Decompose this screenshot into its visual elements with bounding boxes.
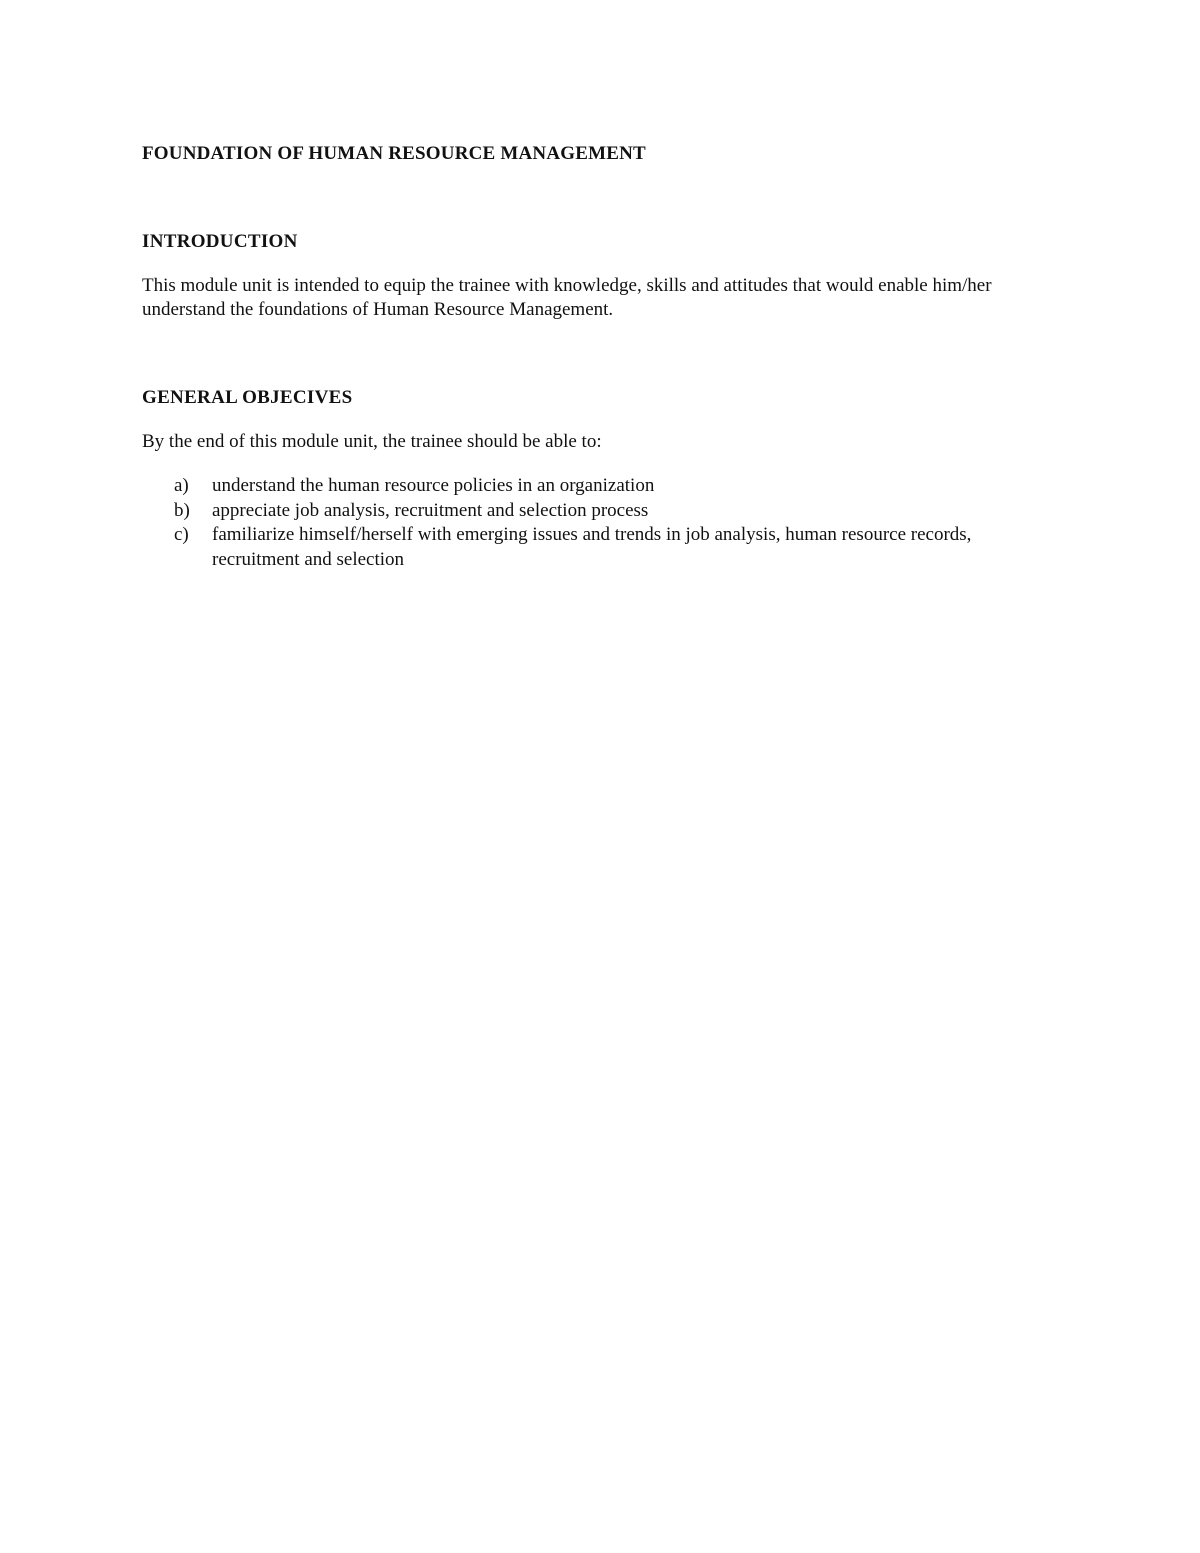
list-item-marker: b) [174, 499, 190, 521]
list-item-text: understand the human resource policies in an organization [212, 475, 655, 496]
page-content [142, 142, 1062, 572]
introduction-paragraph: This module unit is intended to equip the trainee with knowledge, skills and attitudes that would enable him/her understand the foundations of Human Resource Management. [142, 275, 992, 320]
objectives-lead-paragraph: By the end of this module unit, the trainee should be able to: [142, 431, 602, 452]
document-title: FOUNDATION OF HUMAN RESOURCE MANAGEMENT [142, 143, 646, 164]
list-item [142, 474, 1062, 499]
list-item [142, 523, 1062, 572]
list-item-marker: a) [174, 475, 189, 496]
list-item [142, 499, 1062, 524]
objectives-list [142, 474, 1062, 572]
introduction-heading: INTRODUCTION [142, 231, 298, 252]
list-item-text: appreciate job analysis, recruitment and selection process [212, 499, 649, 521]
list-item-marker: c) [174, 524, 189, 545]
list-item-text: familiarize himself/herself with emerging issues and trends in job analysis, human resource records, recruitment and selection [212, 524, 972, 570]
general-objectives-heading: GENERAL OBJECIVES [142, 387, 353, 408]
